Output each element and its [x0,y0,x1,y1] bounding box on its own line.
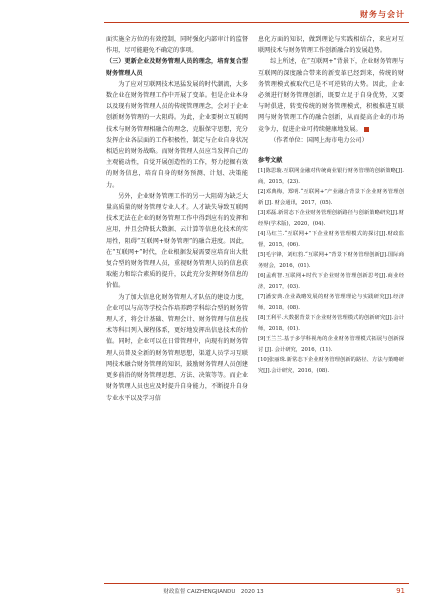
reference-item: [2]邓典梅，郑明.“互联网+”产业融合背景下企业财务管理创新 [J]. 财会通讯，2017，(05). [258,189,404,206]
end-mark-icon [364,127,369,132]
paragraph: 息化方面的知识，做到理论与实践相结合，来应对互联网技术与财务管理工作创新融合的发展趋势。 [258,36,404,55]
reference-item: [8]王利平.大数据背景下企业财务管理模式的创新研究[J].会计师，2018，(01). [258,315,404,332]
paragraph: 另外，企业财务管理工作的另一大阻碍为缺乏大量高质量的财务管理专业人才。人才缺失导致互联网技术无法在企业的财务管理工作中得到应有的发挥和应用，并且会降低大数据、云计算等信息化技术的实用性，阻碍“互联网+财务管理”的融合进度。因此，在“互联网+”时代，企业根据发展需要应培育出大批复合型的财务管理人员，重视财务管理人员的信息获取能力和综合素质的提升，以此充分发挥财务信息的价值。 [106,192,248,290]
paragraph: 面实施全方位的有效控制，同时强化内部审计的监督作用，尽可能避免不确定的事项。 [106,36,248,55]
page-number: 91 [396,587,405,595]
reference-item: [1]陈思璇.互联网金融对传统商业银行财务管理的创新策略[J].商，2015，(23). [258,168,404,185]
header-divider [104,22,409,23]
reference-item: [7]潘安典.企业战略发展的财务管理理论与实践研究[J].经济师，2018，(08). [258,294,404,311]
author-affiliation: （作者单位：国网上海市电力公司） [270,136,368,144]
right-column [258,34,404,574]
conclusion-text: 综上所述，在“互联网+”背景下，企业财务管理与互联网的深度融合带来的新变革已经到来，传统的财务管理模式被取代已是不可逆转的大势。因此，企业必须进行财务管理创新，既要立足于自身优势，又要与时俱进，转变传统的财务管理模式，积极推进互联网与财务管理工作的融合创新，从而提高企业的市场竞争力，促进企业可持续健康地发展。 [258,58,404,133]
paragraph [258,56,404,134]
journal-footer: 财政监督 CAIZHENGJIANDU 2020 13 [163,589,264,595]
section-header: 财务与会计 [360,10,405,19]
reference-item: [6]孟莉智.互联网+时代下企业财务管理创新思考[J].商业经济，2017，(03). [258,273,404,290]
reference-item: [4]马红兰.“互联网+”下企业财务管理模式的探讨[J].财政监督，2015，(06). [258,231,404,248]
subheading: （三）更新企业及财务管理人员的理念，培育复合型财务管理人员 [106,58,248,77]
footer-divider [104,583,409,584]
reference-item: [3]邓磊.新常态下企业财务管理创新路径与创新策略研究[J].财经界(学术版)，2020，(04). [258,210,404,227]
references-title: 参考文献 [258,157,283,165]
reference-item: [10]张丽珠.新常态下企业财务管理创新的路径、方法与策略研究[J].会计研究，2016，(08). [258,357,404,374]
reference-item: [9]王兰兰.基于多学科视角的企业财务管理模式拓展与创新探讨 [J]. 会计研究，2016，(11). [258,336,404,353]
reference-item: [5]毛宇锋，刘红豹.“互联网+”背景下财务管理创新[J].国际商务财会，2016，(01). [258,252,404,269]
left-column [106,34,248,574]
paragraph: 为了应对互联网技术迅猛发展的时代潮流，大多数企业在财务管理工作中开展了变革。但是企业本身以及现有财务管理人员的传统管理理念，会对于企业创新财务管理的一大阻碍。为此，企业要树立互联网技术与财务管理相融合的理念，克服保守思想，充分发挥企业各层面的工作积极性，制定与企业自身状况相适应的财务战略。而财务管理人员应当发挥自己的主观能动性，自觉开展创造性的工作，努力挖掘有效的财务信息，培育自身的财务预测、计划、决策能力。 [106,80,248,189]
references-list [258,166,404,376]
paragraph: 为了加大信息化财务管理人才队伍的建设力度，企业可以与高等学校合作培养跨学科综合型的财务管理人才，将会计基础、管理会计、财务管理与信息技术等科目列入课程体系，更好地发挥出信息技术的价值。同时，企业可以在日常管理中，向现有的财务管理人员普及全新的财务管理思想，渠道人员学习互联网技术融合财务管理的知识，鼓励财务管理人员创建更多前沿的财务管理思想、方法、决策等等。而企业财务管理人员也应及时提升自身能力，不断提升自身专业水平以及学习信 [106,293,248,402]
